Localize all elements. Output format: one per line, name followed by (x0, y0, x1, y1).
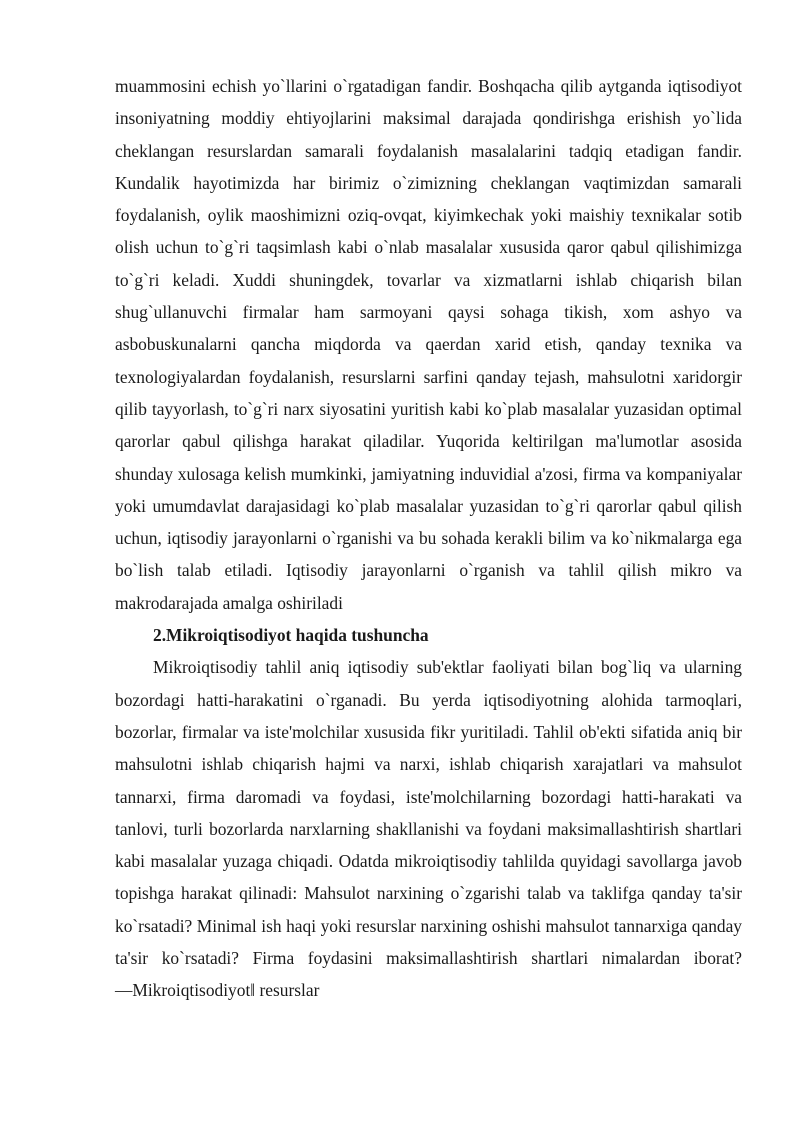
body-paragraph: muammosini echish yo`llarini o`rgatadigan fandir. Boshqacha qilib aytganda iqtisodiyot insoniyatning moddiy ehtiyojlarini maksimal darajada qondirishga erishish yo`lida cheklangan resurslardan samarali foydalanish masalalarini tadqiq etadigan fandir. Kundalik hayotimizda har birimiz o`zimizning cheklangan vaqtimizdan samarali foydalanish, oylik maoshimizni oziq-ovqat, kiyimkechak yoki maishiy texnikalar sotib olish uchun to`g`ri taqsimlash kabi o`nlab masalalar xususida qaror qabul qilishimizga to`g`ri keladi. Xuddi shuningdek, tovarlar va xizmatlarni ishlab chiqarish bilan shug`ullanuvchi firmalar ham sarmoyani qaysi sohaga tikish, xom ashyo va asbobuskunalarni qancha miqdorda va qaerdan xarid etish, qanday texnika va texnologiyalardan foydalanish, resurslarni sarfini qanday tejash, mahsulotni xaridorgir qilib tayyorlash, to`g`ri narx siyosatini yuritish kabi ko`plab masalalar yuzasidan optimal qarorlar qabul qilishga harakat qiladilar. Yuqorida keltirilgan ma'lumotlar asosida shunday xulosaga kelish mumkinki, jamiyatning induvidial a'zosi, firma va kompaniyalar yoki umumdavlat darajasidagi ko`plab masalalar yuzasidan to`g`ri qarorlar qabul qilish uchun, iqtisodiy jarayonlarni o`rganishi va bu sohada kerakli bilim va ko`nikmalarga ega bo`lish talab etiladi. Iqtisodiy jarayonlarni o`rganish va tahlil qilish mikro va makrodarajada amalga oshiriladi (115, 76, 742, 613)
document-page (115, 70, 742, 1007)
section-paragraph: Mikroiqtisodiy tahlil aniq iqtisodiy sub'ektlar faoliyati bilan bog`liq va ularning bozordagi hatti-harakatini o`rganadi. Bu yerda iqtisodiyotning alohida tarmoqlari, bozorlar, firmalar va iste'molchilar xususida fikr yuritiladi. Tahlil ob'ekti sifatida aniq bir mahsulotni ishlab chiqarish hajmi va narxi, ishlab chiqarish xarajatlari va mahsulot tannarxi, firma daromadi va foydasi, iste'molchilarning bozordagi hatti-harakati va tanlovi, turli bozorlarda narxlarning shakllanishi va foydani maksimallashtirish shartlari kabi masalalar yuzaga chiqadi. Odatda mikroiqtisodiy tahlilda quyidagi savollarga javob topishga harakat qilinadi: Mahsulot narxining o`zgarishi talab va taklifga qanday ta'sir ko`rsatadi? Minimal ish haqi yoki resurslar narxining oshishi mahsulot tannarxiga qanday ta'sir ko`rsatadi? Firma foydasini maksimallashtirish shartlari nimalardan iborat? ―Mikroiqtisodiyot‖ resurslar (115, 657, 742, 1001)
section-heading: 2.Mikroiqtisodiyot haqida tushuncha (153, 625, 429, 646)
